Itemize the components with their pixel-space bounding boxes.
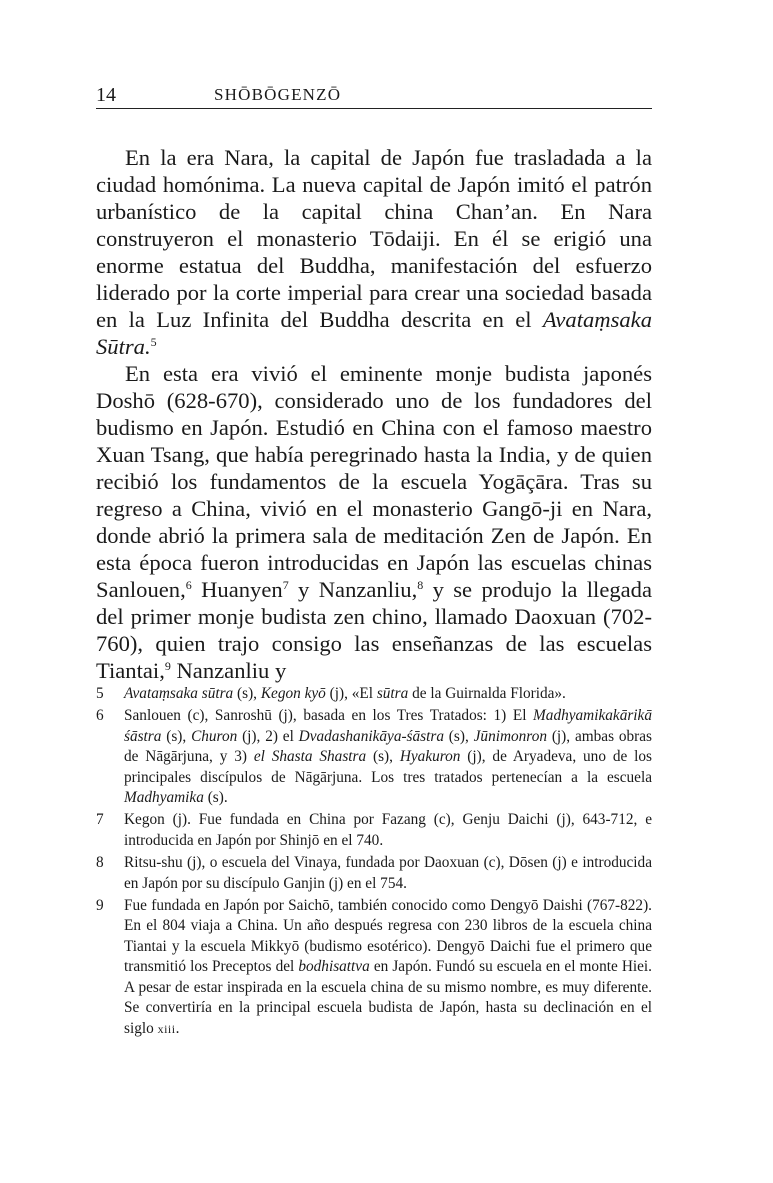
footnote-7: 7 Kegon (j). Fue fundada en China por Fazang (c), Genju Daichi (j), 643-712, e introducida en Japón por Shinjō en el 740.: [96, 811, 652, 849]
footnote-8: 8 Ritsu-shu (j), o escuela del Vinaya, fundada por Daoxuan (c), Dōsen (j) e introducida en Japón por su discípulo Ganjin (j) en el 754.: [96, 854, 652, 892]
page-number: 14: [96, 84, 116, 106]
work-title: Avataṃsaka Sūtra.: [96, 307, 652, 359]
footnote-number: 8: [96, 854, 104, 872]
footnotes: [96, 684, 652, 1041]
footnote-ref[interactable]: 9: [164, 659, 171, 673]
footnote-number: 9: [96, 897, 104, 915]
footnote-ref[interactable]: 7: [282, 578, 289, 592]
footnote-ref[interactable]: 8: [417, 578, 424, 592]
book-page: [96, 0, 652, 1183]
book-title: SHŌBŌGENZŌ: [214, 85, 342, 104]
footnote-9: 9 Fue fundada en Japón por Saichō, también conocido como Dengyō Daishi (767-822). En el 804 viaja a China. Un año después regresa con 230 libros de la escuela china Tiantai y la escuela Mikkyō (budismo esotérico). Dengyō Daichi fue el primero que transmitió los Preceptos del bodhisattva en Japón. Fundó su escuela en el monte Hiei. A pesar de estar inspirada en la escuela china de su mismo nombre, es muy diferente. Se convertiría en la principal escuela budista de Japón, hasta su declinación en el siglo xiii.: [96, 897, 652, 1037]
footnote-6: 6 Sanlouen (c), Sanroshū (j), basada en los Tres Tratados: 1) El Madhyamikakārikā śāstra (s), Churon (j), 2) el Dvadashanikāya-śāstra (s), Jūnimonron (j), ambas obras de Nāgārjuna, y 3) el Shasta Shastra (s), Hyakuron (j), de Aryadeva, uno de los principales discípulos de Nāgārjuna. Los tres tratados pertenecían a la escuela Madhyamika (s).: [96, 707, 652, 807]
paragraph-dosho: En esta era vivió el eminente monje budista japonés Doshō (628-670), considerado uno de los fundadores del budismo en Japón. Estudió en China con el famoso maestro Xuan Tsang, que había peregrinado hasta la India, y de quien recibió los fundamentos de la escuela Yogāçāra. Tras su regreso a China, vivió en el monasterio Gangō-ji en Nara, donde abrió la primera sala de meditación Zen de Japón. En esta época fueron introducidas en Japón las escuelas chinas Sanlouen,$^6$ Huanyen$^7$ y Nanzanliu,$^8$ y se produjo la llegada del primer monje budista zen chino, llamado Daoxuan (702-760), quien trajo consigo las enseñanzas de las escuelas Tiantai,$^9$ Nanzanliu y: [96, 361, 652, 683]
footnote-5: 5 Avataṃsaka sūtra (s), Kegon kyō (j), «El sūtra de la Guirnalda Florida».: [96, 684, 652, 704]
main-text: [96, 144, 652, 684]
footnote-ref[interactable]: 6: [185, 578, 192, 592]
footnote-number: 5: [96, 685, 104, 702]
running-header: [96, 84, 652, 109]
footnote-ref[interactable]: 5: [150, 335, 157, 349]
paragraph-nara-era: En la era Nara, la capital de Japón fue trasladada a la ciudad homónima. La nueva capital de Japón imitó el patrón urbanístico de la capital china Chan’an. En Nara construyeron el monasterio Tōdaiji. En él se erigió una enorme estatua del Buddha, manifestación del esfuerzo liderado por la corte imperial para crear una sociedad basada en la Luz Infinita del Buddha descrita en el Avataṃsaka Sūtra.$^5$: [96, 145, 652, 359]
footnote-number: 7: [96, 811, 104, 829]
footnote-number: 6: [96, 707, 104, 725]
